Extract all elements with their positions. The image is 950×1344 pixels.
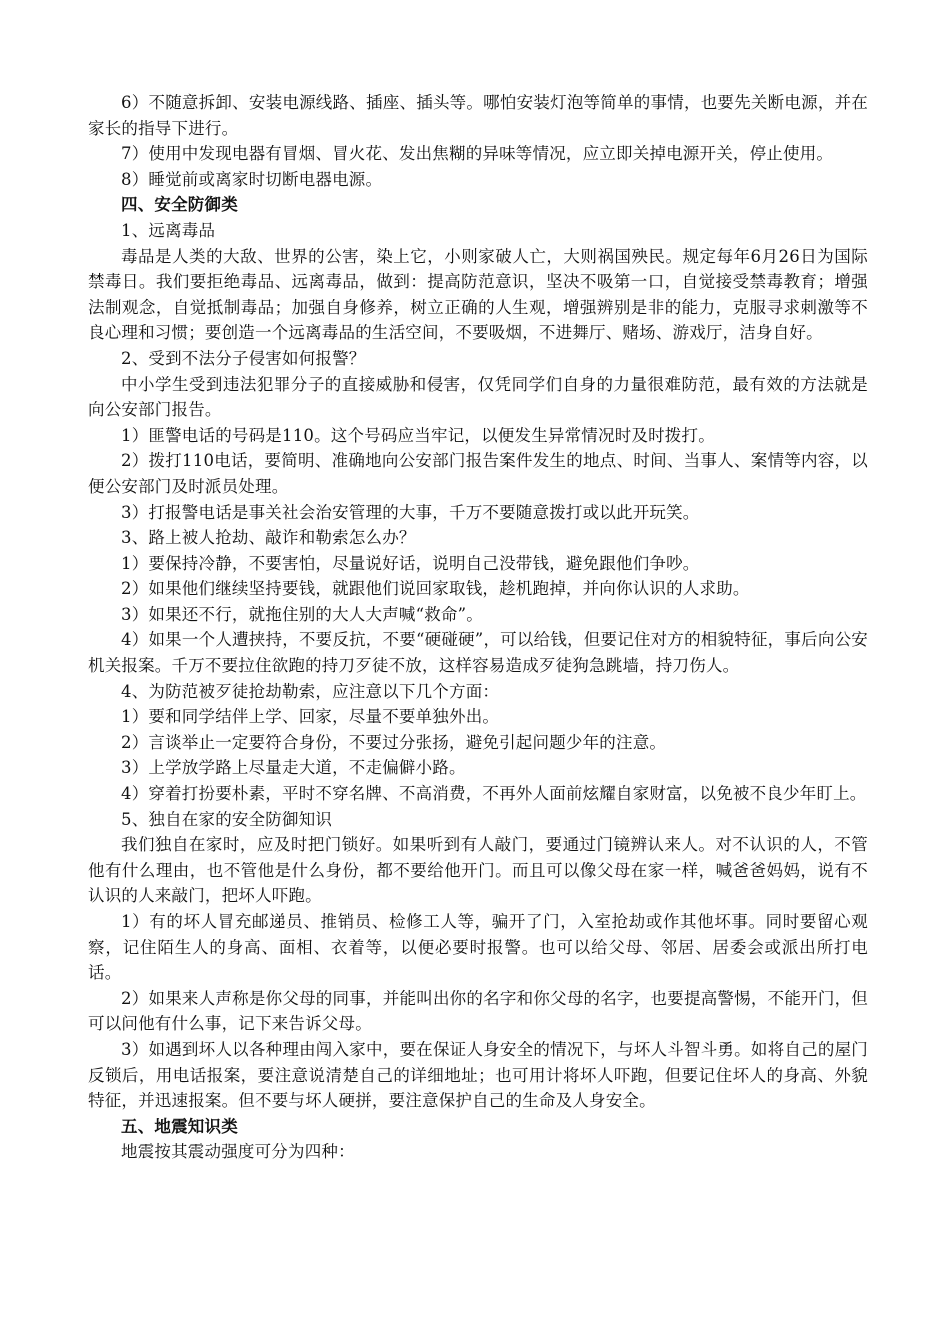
robbery-item-2: 2）如果他们继续坚持要钱，就跟他们说回家取钱，趁机跑掉，并向你认识的人求助。 (121, 579, 750, 599)
robbery-item-3: 3）如果还不行，就拖住别的大人大声喊“救命”。 (121, 604, 483, 624)
subheading-prevention: 4、为防范被歹徒抢劫勒索，应注意以下几个方面： (121, 681, 500, 701)
paragraph-2: 7）使用中发现电器有冒烟、冒火花、发出焦糊的异味等情况，应立即关掉电源开关，停止使用。 (121, 144, 834, 164)
paragraph-home-alone: 我们独自在家时，应及时把门锁好。如果听到有人敲门，要通过门镜辨认来人。对不认识的人，不管他有什么理由，也不管他是什么身份，都不要给他开门。而且可以像父母在家一样，喊爸爸妈妈，说有不认识的人来敲门，把坏人吓跑。 (88, 835, 868, 906)
prevention-item-4: 4）穿着打扮要朴素，平时不穿名牌、不高消费，不再外人面前炫耀自家财富，以免被不良少年盯上。 (121, 784, 867, 804)
section-heading-4: 四、安全防御类 (121, 195, 238, 215)
robbery-item-1: 1）要保持冷静，不要害怕，尽量说好话，说明自己没带钱，避免跟他们争吵。 (121, 553, 700, 573)
robbery-item-4: 4）如果一个人遭挟持，不要反抗，不要“硬碰硬”，可以给钱，但要记住对方的相貌特征，事后向公安机关报案。千万不要拉住欲跑的持刀歹徒不放，这样容易造成歹徒狗急跳墙，持刀伤人。 (88, 630, 868, 676)
home-alone-item-1: 1）有的坏人冒充邮递员、推销员、检修工人等，骗开了门，入室抢劫或作其他坏事。同时要留心观察，记住陌生人的身高、面相、衣着等，以便必要时报警。也可以给父母、邻居、居委会或派出所打电话。 (88, 912, 868, 983)
document-page (88, 90, 868, 1165)
paragraph-earthquake: 地震按其震动强度可分为四种： (121, 1142, 355, 1162)
subheading-report: 2、受到不法分子侵害如何报警？ (121, 348, 366, 368)
report-item-2: 2）拨打110电话，要简明、准确地向公安部门报告案件发生的地点、时间、当事人、案情等内容，以便公安部门及时派员处理。 (88, 451, 868, 496)
paragraph-report: 中小学生受到违法犯罪分子的直接威胁和侵害，仅凭同学们自身的力量很难防范，最有效的方法就是向公安部门报告。 (88, 374, 868, 420)
subheading-robbery: 3、路上被人抢劫、敲诈和勒索怎么办？ (121, 528, 416, 548)
report-item-3: 3）打报警电话是事关社会治安管理的大事，千万不要随意拨打或以此开玩笑。 (121, 502, 700, 522)
paragraph-1: 6）不随意拆卸、安装电源线路、插座、插头等。哪怕安装灯泡等简单的事情，也要先关断电源，并在家长的指导下进行。 (88, 93, 868, 138)
paragraph-drugs: 毒品是人类的大敌、世界的公害，染上它，小则家破人亡，大则祸国殃民。规定每年6月26日为国际禁毒日。我们要拒绝毒品、远离毒品，做到：提高防范意识，坚决不吸第一口，自觉接受禁毒教育；增强法制观念，自觉抵制毒品；加强自身修养，树立正确的人生观，增强辨别是非的能力，克服寻求刺激等不良心理和习惯；要创造一个远离毒品的生活空间，不要吸烟，不进舞厅、赌场、游戏厅，洁身自好。 (88, 246, 868, 343)
home-alone-item-2: 2）如果来人声称是你父母的同事，并能叫出你的名字和你父母的名字，也要提高警惕，不能开门，但可以问他有什么事，记下来告诉父母。 (88, 988, 868, 1034)
prevention-item-1: 1）要和同学结伴上学、回家，尽量不要单独外出。 (121, 707, 500, 727)
home-alone-item-3: 3）如遇到坏人以各种理由闯入家中，要在保证人身安全的情况下，与坏人斗智斗勇。如将自己的屋门反锁后，用电话报案，要注意说清楚自己的详细地址；也可用计将坏人吓跑，但要记住坏人的身高、外貌特征，并迅速报案。但不要与坏人硬拼，要注意保护自己的生命及人身安全。 (88, 1039, 868, 1111)
subheading-home-alone: 5、独自在家的安全防御知识 (121, 809, 333, 829)
subheading-drugs: 1、远离毒品 (121, 220, 216, 240)
report-item-1: 1）匪警电话的号码是110。这个号码应当牢记，以便发生异常情况时及时拨打。 (121, 425, 715, 445)
section-heading-5: 五、地震知识类 (121, 1116, 238, 1136)
prevention-item-3: 3）上学放学路上尽量走大道，不走偏僻小路。 (121, 758, 466, 778)
paragraph-3: 8）睡觉前或离家时切断电器电源。 (121, 169, 383, 189)
prevention-item-2: 2）言谈举止一定要符合身份，不要过分张扬，避免引起问题少年的注意。 (121, 732, 667, 752)
